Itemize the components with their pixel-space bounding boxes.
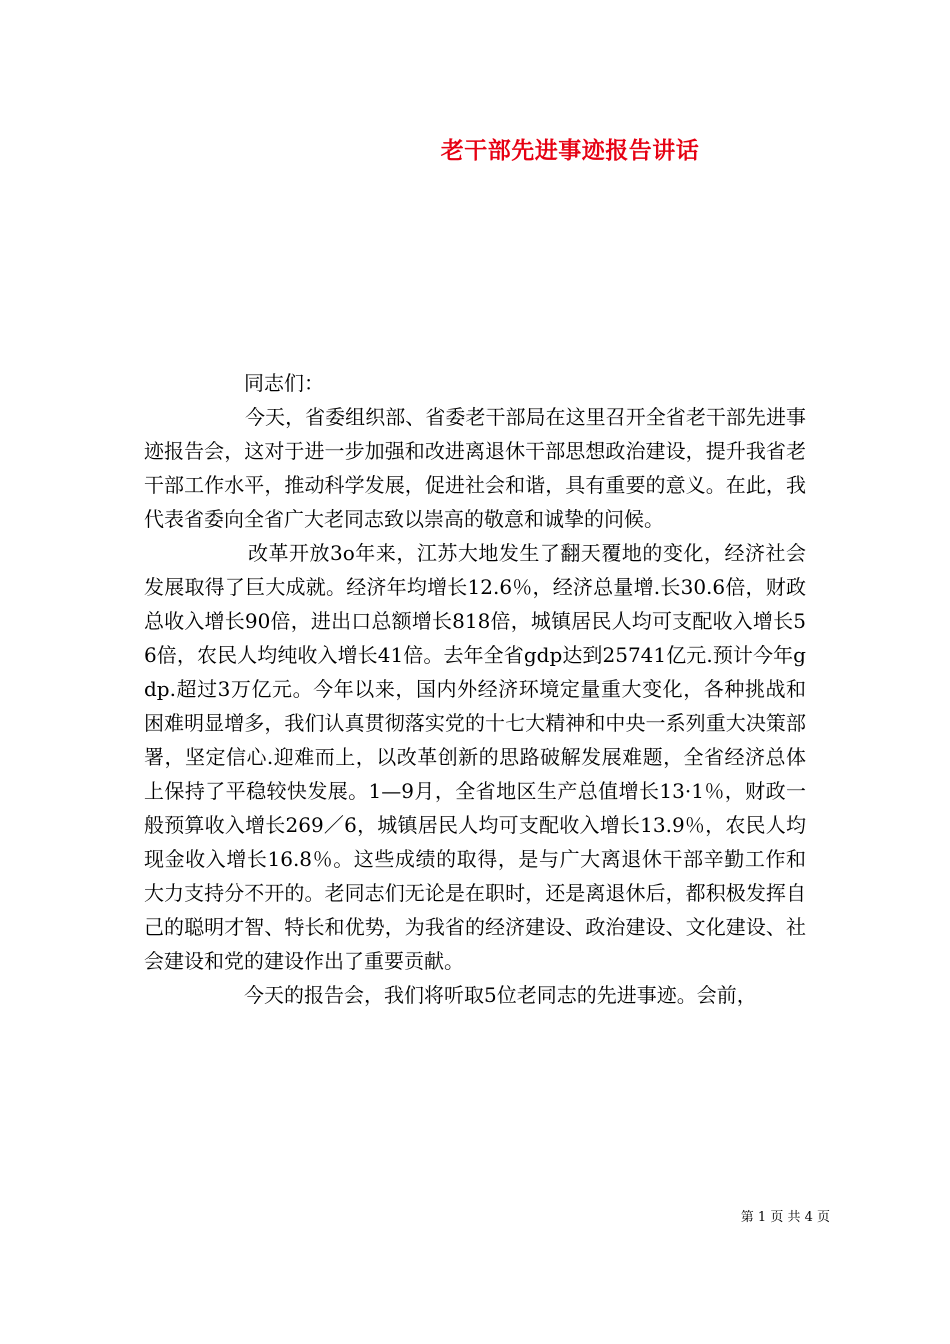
- greeting: 同志们：: [244, 371, 324, 395]
- paragraph-2: 改革开放3o年来，江苏大地发生了翻天覆地的变化，经济社会发展取得了巨大成就。经济年均增长12.6％，经济总量增.长30.6倍，财政总收入增长90倍，进出口总额增长818倍，城镇居民人均可支配收入增长56倍，农民人均纯收入增长41倍。去年全省gdp达到25741亿元.预计今年gdp.超过3万亿元。今年以来，国内外经济环境定量重大变化，各种挑战和困难明显增多，我们认真贯彻落实党的十七大精神和中央一系列重大决策部署，坚定信心.迎难而上，以改革创新的思路破解发展难题，全省经济总体上保持了平稳较快发展。1—9月，全省地区生产总值增长13·1％，财政一般预算收入增长269／6，城镇居民人均可支配收入增长13.9％，农民人均现金收入增长16.8％。这些成绩的取得，是与广大离退休干部辛勤工作和大力支持分不开的。老同志们无论是在职时，还是离退休后，都积极发挥自己的聪明才智、特长和优势，为我省的经济建设、政治建设、文化建设、社会建设和党的建设作出了重要贡献。: [144, 541, 806, 973]
- paragraph-1: 今天，省委组织部、省委老干部局在这里召开全省老干部先进事迹报告会，这对于进一步加强和改进离退休干部思想政治建设，提升我省老干部工作水平，推动科学发展，促进社会和谐，具有重要的意义。在此，我代表省委向全省广大老同志致以崇高的敬意和诚挚的问候。: [144, 405, 806, 531]
- document-body: [144, 366, 806, 1012]
- paragraph-3: 今天的报告会，我们将听取5位老同志的先进事迹。会前，: [244, 983, 757, 1007]
- document-title: 老干部先进事迹报告讲话: [440, 137, 700, 164]
- page-number: 第 1 页 共 4 页: [740, 1210, 830, 1225]
